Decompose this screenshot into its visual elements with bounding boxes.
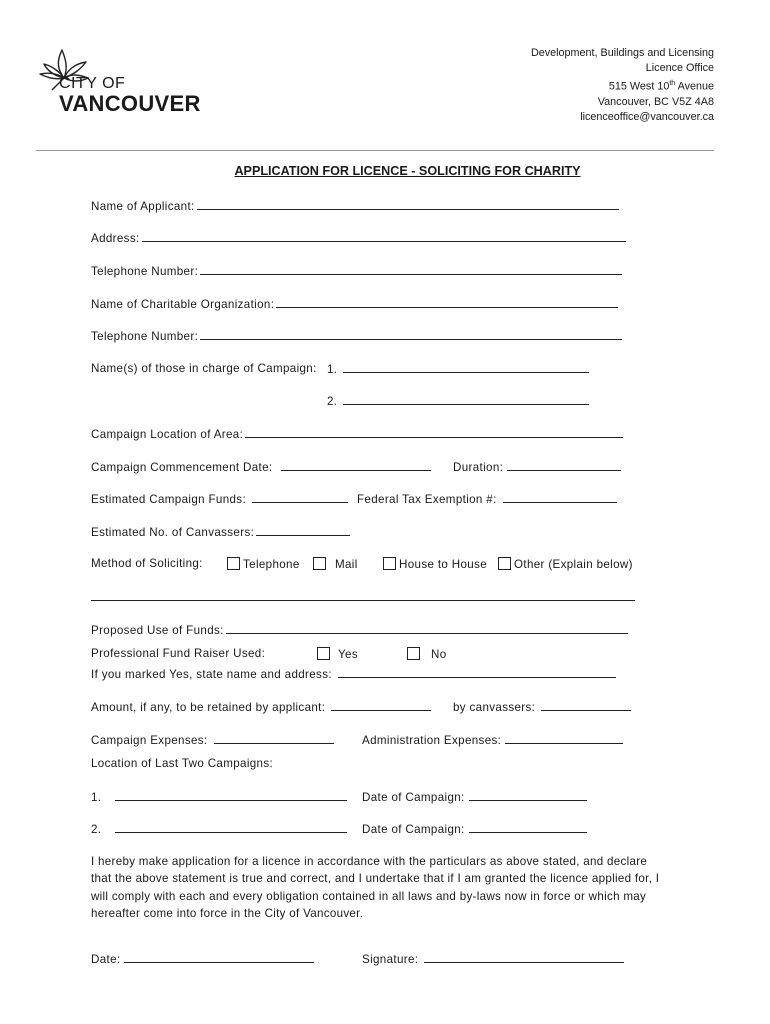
office-email: licenceoffice@vancouver.ca bbox=[580, 111, 714, 124]
other-option[interactable]: Other (Explain below) bbox=[498, 557, 633, 571]
fund-raiser-name-address-field[interactable]: If you marked Yes, state name and address: bbox=[91, 667, 616, 681]
office-address-block bbox=[531, 46, 714, 126]
department-name: Development, Buildings and Licensing bbox=[530, 47, 714, 59]
address-field[interactable]: Address: bbox=[91, 231, 626, 245]
house-to-house-checkbox[interactable] bbox=[383, 557, 396, 570]
telephone-number-field[interactable]: Telephone Number: bbox=[91, 264, 622, 278]
charitable-organization-field[interactable]: Name of Charitable Organization: bbox=[91, 297, 618, 311]
office-name: Licence Office bbox=[645, 62, 714, 75]
fund-raiser-no-option[interactable]: No bbox=[407, 647, 447, 661]
administration-expenses-field[interactable]: Administration Expenses: bbox=[362, 733, 623, 747]
last-campaign-2-location-field[interactable]: 2. bbox=[91, 822, 347, 836]
duration-field[interactable]: Duration: bbox=[453, 460, 621, 474]
last-campaign-2-date-field[interactable]: Date of Campaign: bbox=[362, 822, 587, 836]
header-divider bbox=[36, 150, 714, 151]
telephone-option[interactable]: Telephone bbox=[227, 557, 300, 571]
explain-other-line[interactable] bbox=[91, 600, 635, 601]
date-field[interactable]: Date: bbox=[91, 952, 314, 966]
last-two-campaigns-label: Location of Last Two Campaigns: bbox=[91, 757, 274, 770]
street-address: 515 West 10th Avenue bbox=[608, 80, 714, 93]
city-postal: Vancouver, BC V5Z 4A8 bbox=[597, 96, 714, 109]
in-charge-1-field[interactable]: 1. bbox=[327, 362, 589, 376]
fund-raiser-label: Professional Fund Raiser Used: bbox=[91, 647, 266, 660]
campaign-expenses-field[interactable]: Campaign Expenses: bbox=[91, 733, 334, 747]
signature-field[interactable]: Signature: bbox=[362, 952, 624, 966]
logo-vancouver-text: VANCOUVER bbox=[59, 91, 201, 116]
campaign-in-charge-label: Name(s) of those in charge of Campaign: bbox=[91, 362, 317, 375]
in-charge-2-field[interactable]: 2. bbox=[327, 394, 589, 408]
estimated-funds-field[interactable]: Estimated Campaign Funds: bbox=[91, 492, 348, 506]
canvassers-count-field[interactable]: Estimated No. of Canvassers: bbox=[91, 525, 350, 539]
fund-raiser-yes-option[interactable]: Yes bbox=[317, 647, 358, 661]
mail-option[interactable]: Mail bbox=[313, 557, 358, 571]
amount-retained-canvassers-field[interactable]: by canvassers: bbox=[453, 700, 631, 714]
yes-checkbox[interactable] bbox=[317, 647, 330, 660]
mail-checkbox[interactable] bbox=[313, 557, 326, 570]
house-to-house-option[interactable]: House to House bbox=[383, 557, 487, 571]
organization-telephone-field[interactable]: Telephone Number: bbox=[91, 329, 622, 343]
last-campaign-1-location-field[interactable]: 1. bbox=[91, 790, 347, 804]
logo-city-of-text: CITY OF bbox=[59, 75, 126, 92]
method-of-soliciting-label: Method of Soliciting: bbox=[91, 557, 203, 570]
amount-retained-applicant-field[interactable]: Amount, if any, to be retained by applicant: bbox=[91, 700, 431, 714]
form-title: APPLICATION FOR LICENCE - SOLICITING FOR CHARITY bbox=[234, 164, 581, 178]
last-campaign-1-date-field[interactable]: Date of Campaign: bbox=[362, 790, 587, 804]
other-checkbox[interactable] bbox=[498, 557, 511, 570]
commencement-date-field[interactable]: Campaign Commencement Date: bbox=[91, 460, 431, 474]
campaign-location-field[interactable]: Campaign Location of Area: bbox=[91, 427, 623, 441]
tax-exemption-field[interactable]: Federal Tax Exemption #: bbox=[357, 492, 617, 506]
declaration-text: I hereby make application for a licence in accordance with the particulars as above stated, and declare that the above statement is true and correct, and I undertake that if I am granted the licence applied for, I will comply with each and every obligation contained in all laws and by-laws now in force or which may hereafter come into force in the City of Vancouver. bbox=[91, 855, 660, 921]
telephone-checkbox[interactable] bbox=[227, 557, 240, 570]
no-checkbox[interactable] bbox=[407, 647, 420, 660]
proposed-use-field[interactable]: Proposed Use of Funds: bbox=[91, 623, 628, 637]
applicant-name-field[interactable]: Name of Applicant: bbox=[91, 199, 619, 213]
